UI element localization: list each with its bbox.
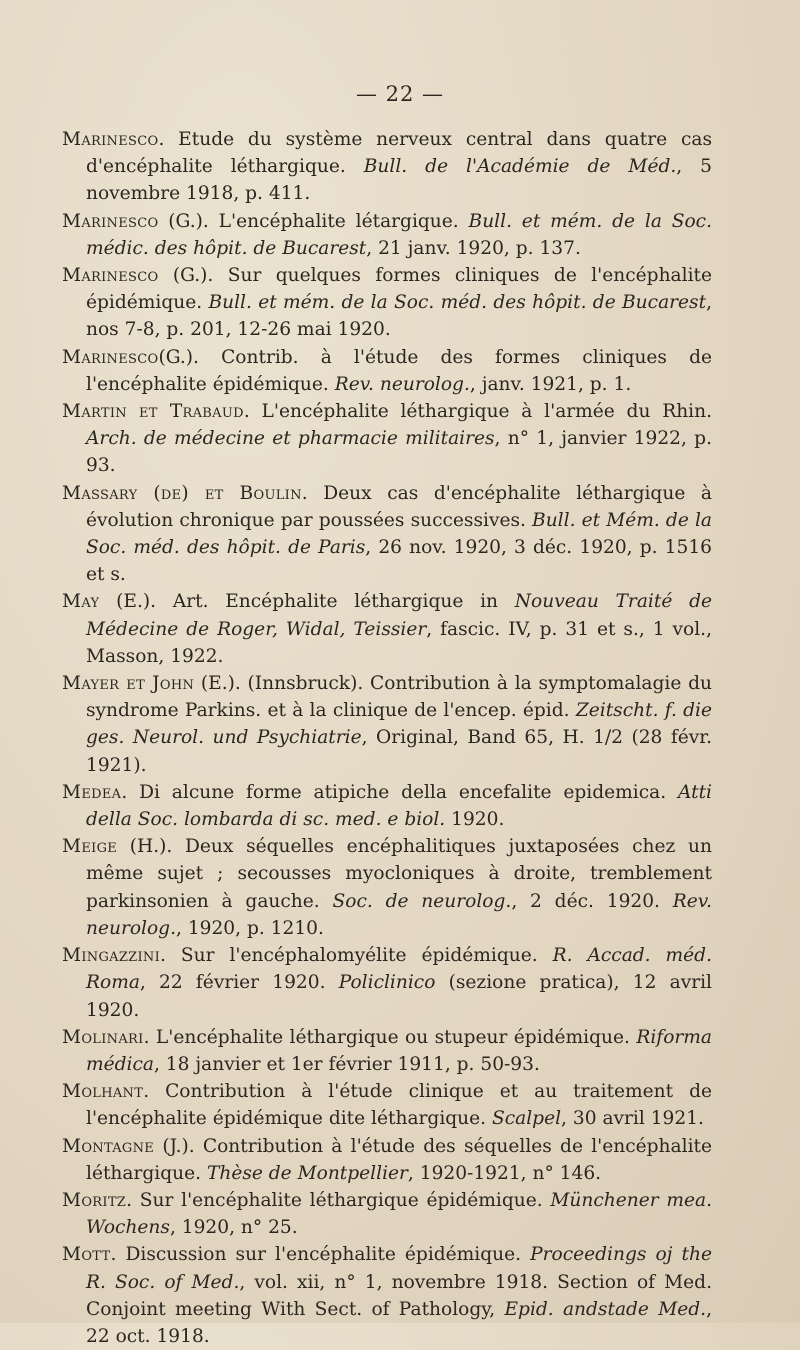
page-number: — 22 — [355,82,445,106]
entry-source-title: Münchener mea. Wochens [86,1189,712,1239]
entry-text: , nos 7-8, p. 201, 12-26 mai 1920. [86,292,712,341]
entry-author: Molinari [62,1026,144,1048]
entry-author: Marinesco [62,210,159,232]
entry-author: Mott [62,1244,111,1266]
entry-text: (J.). Contribution à l'étude des séquelles de l'encéphalite léthargique. [86,1135,712,1184]
entry-text: 1920. [445,809,505,831]
entry-text: , 1920-1921, n° 146. [407,1162,602,1184]
entry-source-title: Rev. neurolog. [334,373,470,395]
entry-source-title: Bull. et mém. de la Soc. méd. des hôpit. de Bucarest [208,292,707,314]
bibliography-entry [62,398,712,480]
entry-text: . L'encéphalite léthargique à l'armée du Rhin. [243,401,712,423]
entry-text: (sezione pratica), 12 avril 1920. [86,972,712,1021]
entry-text: . Deux cas d'encéphalite léthargique à évolution chronique par poussées successives. [86,482,712,531]
bibliography-entry [62,1133,712,1187]
entry-source-title: Rev. neurolog. [86,890,712,939]
entry-source-title: Thèse de Montpellier [206,1162,408,1184]
bibliography-list [62,126,712,1350]
bibliography-entry [62,1241,712,1350]
entry-text: (E.). Art. Encéphalite léthargique in [99,591,515,613]
entry-text: . Di alcune forme atipiche della encefalite epidemica. [121,781,678,803]
entry-source-title: Epid. andstade Med. [504,1298,707,1320]
bibliography-entry [62,588,712,670]
entry-author: Mayer et John [62,673,195,695]
entry-text: . Sur l'encéphalite léthargique épidémique. [126,1189,551,1211]
entry-author: Medea [62,781,122,803]
entry-text: , vol. xii, n° 1, novembre 1918. Section of Med. Conjoint meeting With Sect. of Pathology, [86,1271,712,1320]
entry-source-title: Bull. de l'Académie de Méd. [363,156,677,178]
entry-text: , fascic. IV, p. 31 et s., 1 vol., Masson, 1922. [86,618,712,667]
entry-text: , 26 nov. 1920, 3 déc. 1920, p. 1516 et s. [86,537,712,586]
entry-source-title: Atti della Soc. lombarda di sc. med. e biol. [86,781,712,831]
bibliography-entry [62,126,712,208]
bibliography-entry [62,1187,712,1241]
entry-text: . Etude du système nerveux central dans quatre cas d'encéphalite léthargique. [86,129,712,178]
entry-source-title: Proceedings oj the R. Soc. of Med. [86,1244,712,1293]
bibliography-entry [62,344,712,398]
entry-author: May [62,591,100,613]
bibliography-entry [62,779,712,833]
entry-source-title: Policlinico [338,972,436,994]
entry-text: , janv. 1921, p. 1. [469,373,632,395]
entry-author: Marinesco [62,265,159,287]
entry-text: , n° 1, janvier 1922, p. 93. [86,428,712,477]
entry-author: Marinesco [62,346,159,368]
entry-author: Molhant [62,1081,144,1103]
entry-text: (G.). Contrib. à l'étude des formes cliniques de l'encéphalite épidémique. [86,346,712,395]
bibliography-entry [62,670,712,779]
entry-author: Mingazzini [62,945,161,967]
entry-text: , Original, Band 65, H. 1/2 (28 févr. 1921). [86,727,713,776]
entry-source-title: Nouveau Traité de Médecine de Roger, Widal, Teissier [86,591,712,640]
entry-text: , 22 oct. 1918. [86,1298,712,1347]
bibliography-entry [62,942,712,1024]
entry-text: . Contribution à l'étude clinique et au traitement de l'encéphalite épidémique dite léthargique. [86,1081,712,1130]
entry-text: (E.). (Innsbruck). Contribution à la symptomalagie du syndrome Parkins. et à la clinique de l'encep. épid. [86,673,712,722]
entry-text: . L'encéphalite léthargique ou stupeur épidémique. [143,1026,637,1048]
entry-author: Montagne [62,1135,155,1157]
entry-source-title: Zeitscht. f. die ges. Neurol. und Psychiatrie [86,700,712,749]
bibliography-entry [62,1024,712,1078]
entry-text: , 1920, p. 1210. [176,917,324,939]
entry-text: , 22 février 1920. [139,972,339,994]
entry-text: . Discussion sur l'encéphalite épidémique. [110,1244,531,1266]
entry-author: Meige [62,836,118,858]
entry-source-title: Bull. et mém. de la Soc. médic. des hôpit. de Bucarest [86,210,713,259]
entry-author: Marinesco [62,129,159,150]
bibliography-entry [62,262,712,344]
entry-text: . Sur l'encéphalomyélite épidémique. [160,945,553,967]
entry-text: , 5 novembre 1918, p. 411. [86,156,712,205]
entry-source-title: Soc. de neurolog. [332,890,512,912]
entry-text: , 2 déc. 1920. [511,890,673,912]
entry-source-title: R. Accad. méd. Roma [86,945,712,994]
entry-text: , 1920, n° 25. [169,1217,298,1239]
entry-author: Massary (de) et Boulin [62,482,302,504]
bibliography-entry [62,208,712,262]
entry-author: Martin et Trabaud [62,401,244,423]
entry-source-title: Arch. de médecine et pharmacie militaires [86,428,495,450]
entry-source-title: Bull. et Mém. de la Soc. méd. des hôpit. de Paris [86,509,712,559]
entry-text: , 18 janvier et 1er février 1911, p. 50-93. [153,1053,540,1075]
entry-text: (G.). Sur quelques formes cliniques de l'encéphalite épidémique. [86,265,712,314]
entry-text: , 21 janv. 1920, p. 137. [366,237,581,259]
entry-author: Moritz [62,1189,127,1211]
entry-source-title: Scalpel [492,1108,562,1130]
entry-text: , 30 avril 1921. [561,1108,704,1130]
bibliography-entry [62,480,712,589]
bibliography-entry [62,833,712,942]
entry-source-title: Riforma médica [86,1026,712,1075]
bibliography-entry [62,1078,712,1132]
entry-text: (G.). L'encéphalite létargique. [158,210,469,232]
entry-text: (H.). Deux séquelles encéphalitiques juxtaposées chez un même sujet ; secousses myocloniques à droite, tremblement parkinsonien à gauche. [86,836,712,912]
